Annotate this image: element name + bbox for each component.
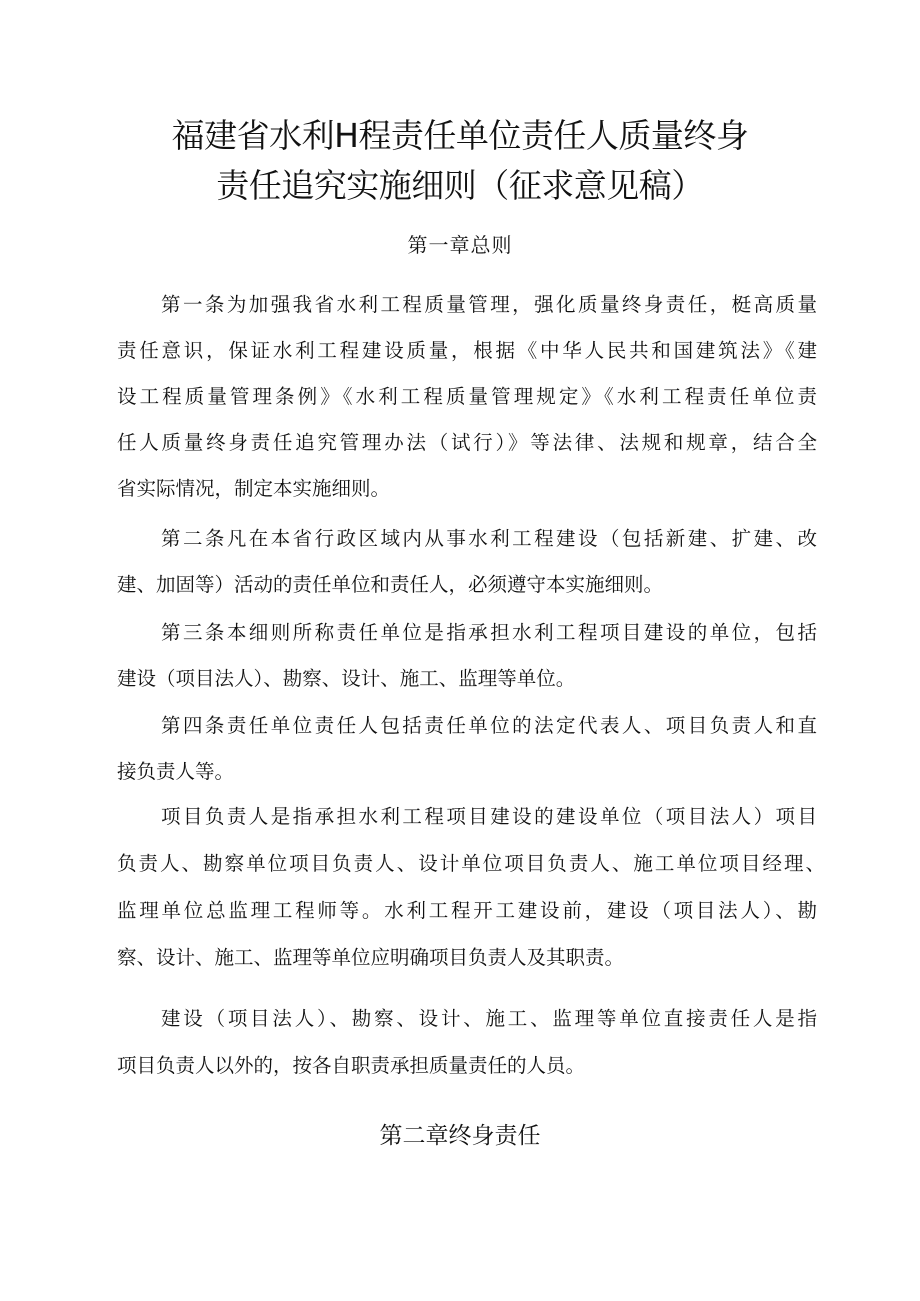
paragraph-line: 第二条凡在本省行政区域内从事水利工程建设（包括新建、扩建、改 xyxy=(161,527,817,550)
paragraph-line: 项目负责人以外的，按各自职责承担质量责任的人员。 xyxy=(117,1054,586,1077)
paragraph-line: 建设（项目法人）、勘察、设计、施工、监理等单位。 xyxy=(117,667,576,690)
document-title-line-1: 福建省水利H程责任单位责任人质量终身 xyxy=(171,116,749,155)
paragraph-line: 责任意识，保证水利工程建设质量，根据《中华人民共和国建筑法》《建 xyxy=(117,339,817,362)
paragraph-line: 建、加固等）活动的责任单位和责任人，必须遵守本实施细则。 xyxy=(117,573,664,596)
paragraph-line: 第一条为加强我省水利工程质量管理，强化质量终身责任，梃高质量 xyxy=(161,293,817,316)
paragraph-line: 负责人、勘察单位项目负责人、设计单位项目负责人、施工单位项目经理、 xyxy=(117,852,825,875)
paragraph-line: 设工程质量管理条例》《水利工程质量管理规定》《水利工程责任单位责 xyxy=(117,385,817,408)
paragraph-line: 接负责人等。 xyxy=(117,760,235,783)
paragraph-line: 察、设计、施工、监理等单位应明确项目负责人及其职责。 xyxy=(117,946,625,969)
paragraph-line: 第四条责任单位责任人包括责任单位的法定代表人、项目负责人和直 xyxy=(161,714,817,737)
document-title-line-2: 责任追究实施细则（征求意见稿） xyxy=(216,166,704,205)
paragraph-line: 任人质量终身责任追究管理办法（试行）》等法律、法规和规章，结合全 xyxy=(117,431,817,454)
paragraph-line: 项目负责人是指承担水利工程项目建设的建设单位（项目法人）项目 xyxy=(161,805,817,828)
chapter-2-heading: 第二章终身责任 xyxy=(379,1123,541,1149)
chapter-1-heading: 第一章总则 xyxy=(407,233,513,257)
paragraph-line: 监理单位总监理工程师等。水利工程开工建设前，建设（项目法人）、勘 xyxy=(117,899,817,922)
paragraph-line: 省实际情况，制定本实施细则。 xyxy=(117,477,391,500)
paragraph-line: 第三条本细则所称责任单位是指承担水利工程项目建设的单位，包括 xyxy=(161,621,817,644)
paragraph-line: 建设（项目法人）、勘察、设计、施工、监理等单位直接责任人是指 xyxy=(161,1007,817,1030)
